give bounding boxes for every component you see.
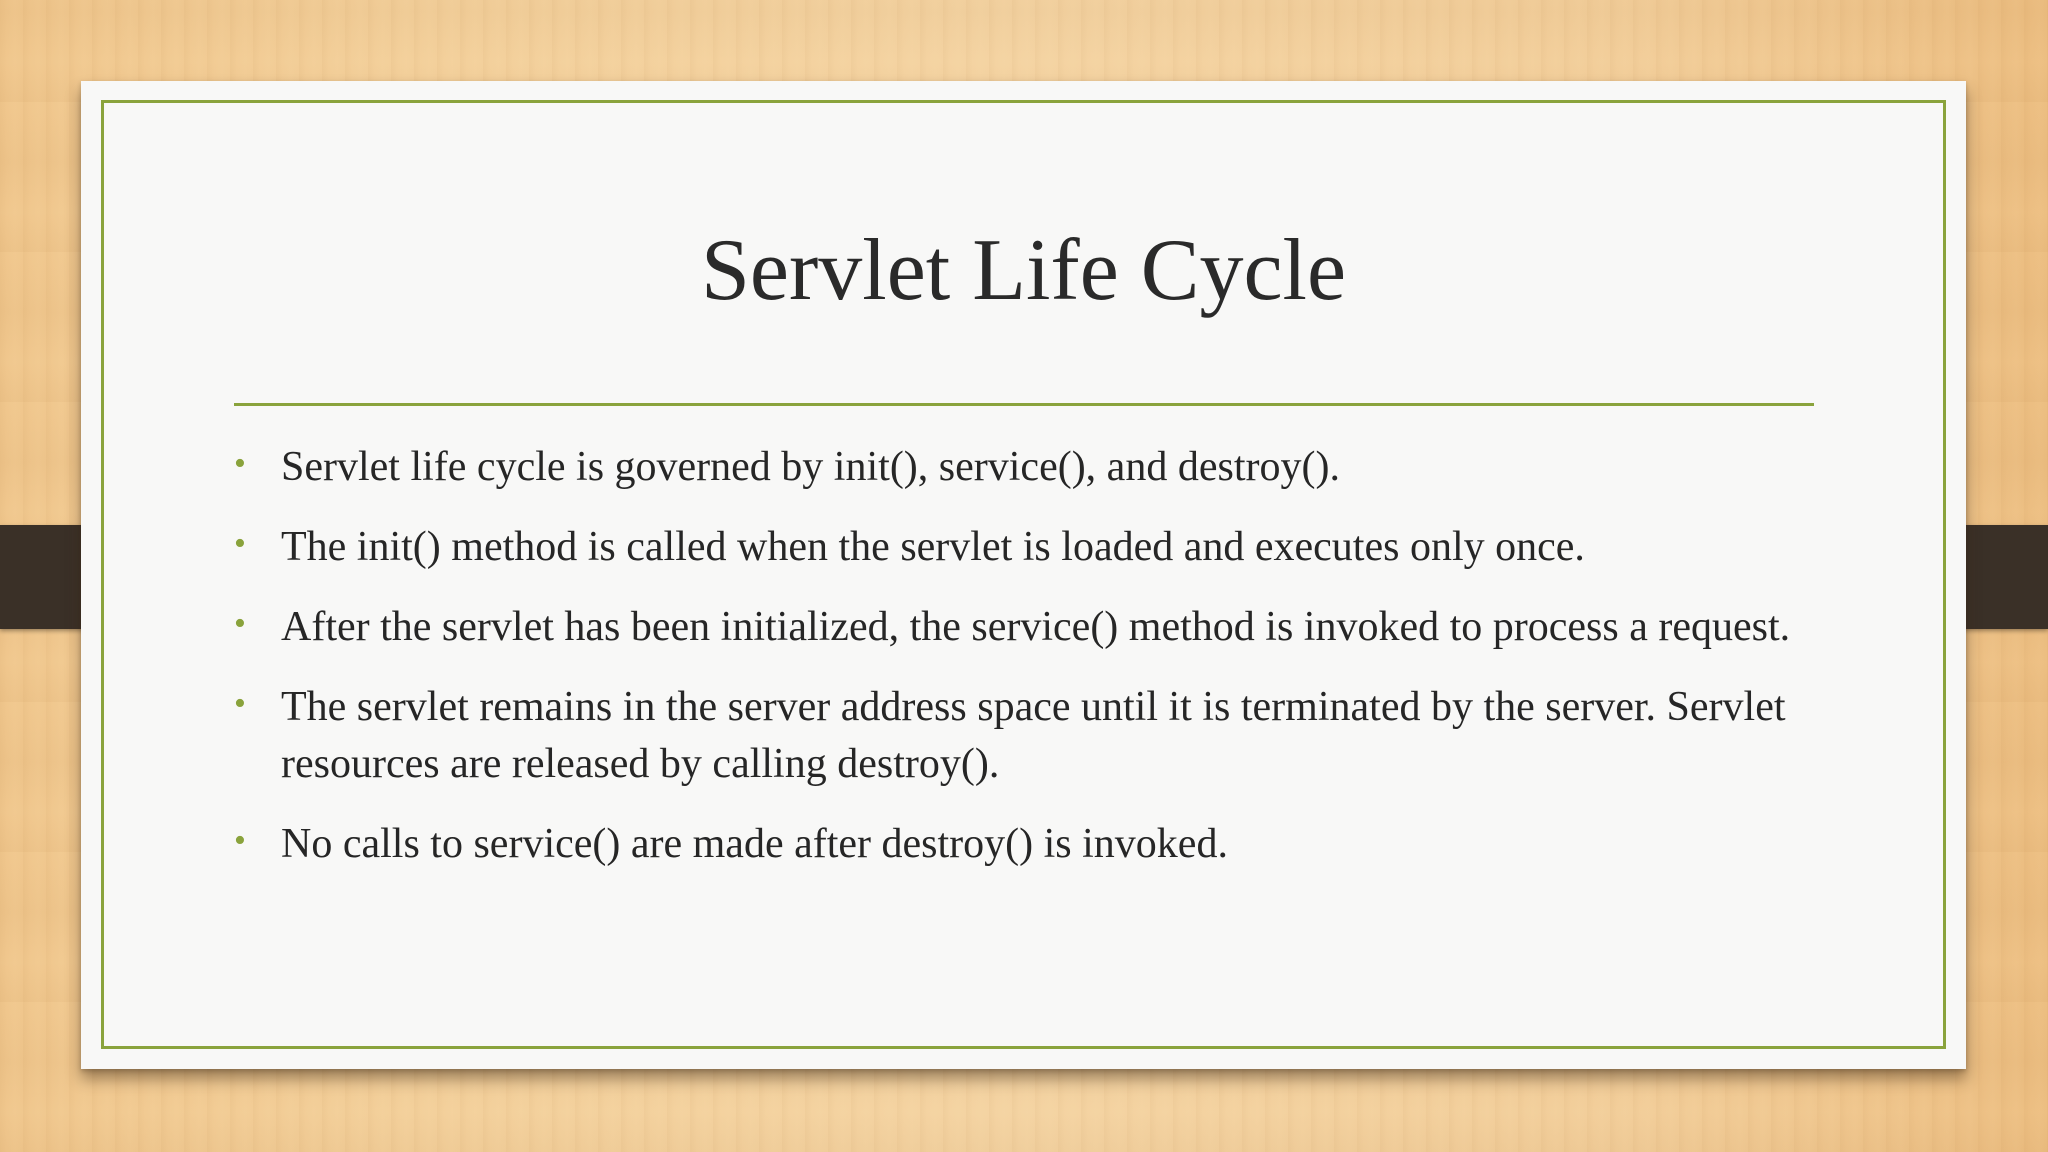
bullet-text: Servlet life cycle is governed by init(), service(), and destroy(). — [281, 444, 1340, 490]
bullet-item — [234, 439, 1834, 496]
bullet-dot-icon: • — [234, 605, 246, 642]
bullet-list — [234, 439, 1834, 896]
bullet-dot-icon: • — [234, 822, 246, 859]
slide-title: Servlet Life Cycle — [700, 222, 1347, 319]
bullet-dot-icon: • — [234, 525, 246, 562]
slide-paper — [81, 81, 1966, 1069]
bullet-text: The init() method is called when the servlet is loaded and executes only once. — [281, 524, 1585, 570]
bullet-item — [234, 519, 1834, 576]
bullet-dot-icon: • — [234, 445, 246, 482]
bullet-item — [234, 679, 1834, 793]
bullet-text: The servlet remains in the server address space until it is terminated by the server. Servlet resources are released by calling destroy(). — [281, 684, 1786, 787]
bullet-text: After the servlet has been initialized, the service() method is invoked to process a request. — [281, 604, 1791, 650]
title-divider — [234, 403, 1814, 406]
bullet-item — [234, 816, 1834, 873]
bullet-item — [234, 599, 1834, 656]
bullet-text: No calls to service() are made after destroy() is invoked. — [281, 821, 1228, 867]
bullet-dot-icon: • — [234, 685, 246, 722]
